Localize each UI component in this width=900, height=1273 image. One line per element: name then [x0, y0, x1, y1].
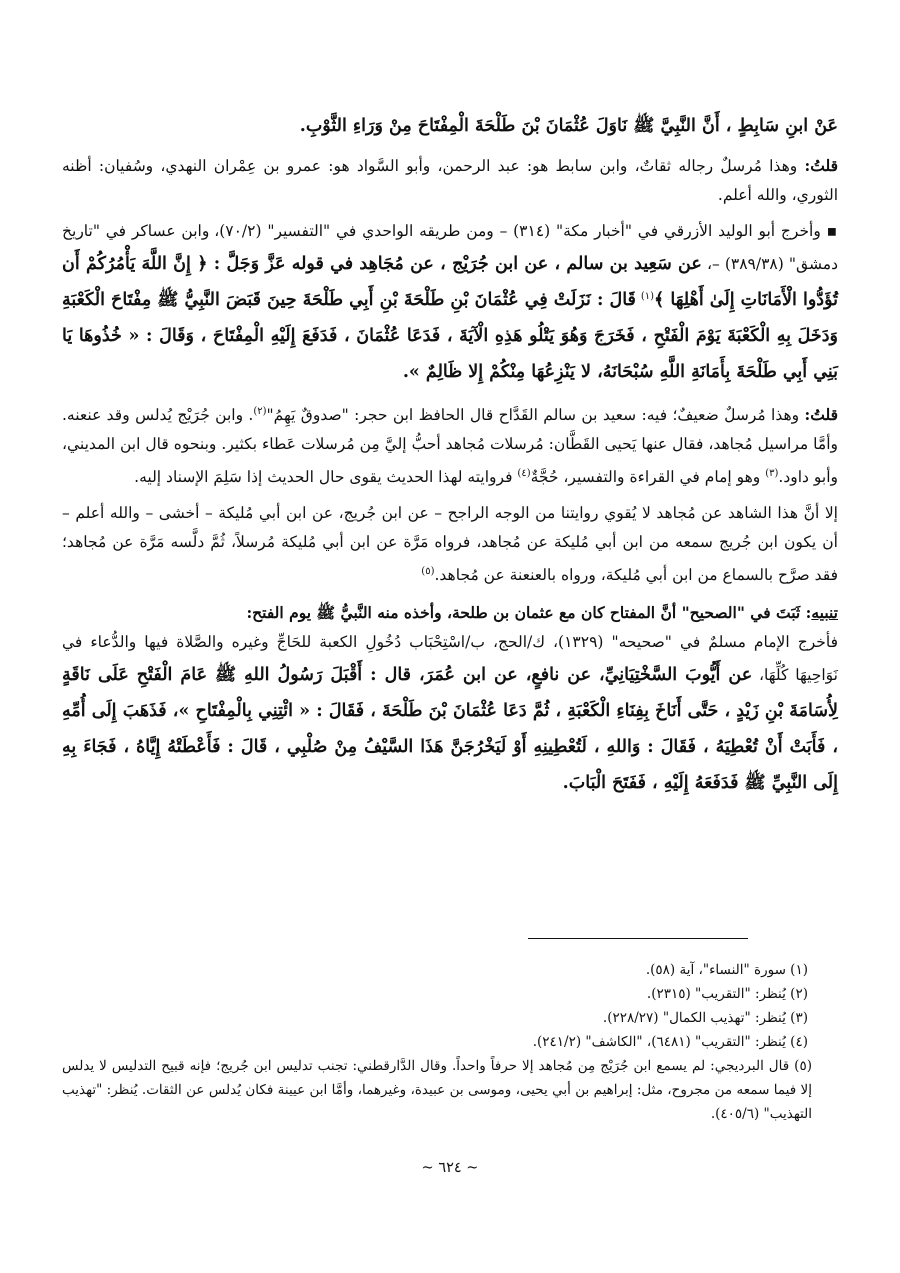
- hadith-text: قَالَ : نَزَلَتْ فِي عُثْمَانَ بْنِ طَلْحَةَ بْنِ أَبِي طَلْحَةَ حِينَ قَبَضَ النَّبِيُّ ﷺ مِفْتَاحَ الْكَعْبَةِ وَدَخَلَ بِهِ الْكَعْبَةَ يَوْمَ الْفَتْحِ ، فَخَرَجَ وَهُوَ يَتْلُو هَذِهِ الْآيَةَ ، فَدَعَا عُثْمَانَ ، فَدَفَعَ إِلَيْهِ الْمِفْتَاحَ ، وَقَالَ : « خُذُوهَا يَا بَنِي أَبِي طَلْحَةَ بِأَمَانَةِ اللَّهِ سُبْحَانَهُ، لا يَنْزِعُهَا مِنْكُمْ إِلا ظَالِمٌ ».: [62, 290, 838, 383]
- tanbih-note: [62, 598, 838, 628]
- hadith-text: عن سَعِيد بن سالم ، عن ابن جُرَيْج ، عن مُجَاهِد في قوله عَزَّ وَجَلَّ : ﴿ إِنَّ اللَّهَ يَأْمُرُكُمْ أَن تُؤَدُّوا الْأَمَانَاتِ إِلَىٰ أَهْلِهَا ﴾: [62, 254, 838, 311]
- paragraph: [62, 397, 838, 492]
- paragraph-text: فأخرج الإمام مسلمٌ في "صحيحه" (١٣٢٩)، ك/الحج، ب/اسْتِحْبَاب دُخُولِ الكعبة للحَاجِّ وغيره والصَّلاة فيها والدُّعاء في نَوَاحِيهَا كُلِّهَا،: [62, 632, 838, 684]
- qultu-label: قلتُ:: [804, 156, 838, 175]
- footnote-ref[interactable]: (٣): [765, 468, 779, 480]
- paragraph: [62, 217, 838, 390]
- footnotes: [62, 958, 838, 1126]
- paragraph: [62, 151, 838, 210]
- tanbih-label: تنبيه: [811, 602, 838, 622]
- footnote-divider: [528, 938, 748, 939]
- hadith-text: عن أَيُّوبَ السَّخْتِيَانِيِّ، عن نافعٍ، عن ابن عُمَرَ، قال : أَقْبَلَ رَسُولُ اللهِ ﷺ عَامَ الْفَتْحِ عَلَى نَاقَةٍ لِأُسَامَةَ بْنِ زَيْدٍ ، حَتَّى أَنَاخَ بِفِنَاءِ الْكَعْبَةِ ، ثُمَّ دَعَا عُثْمَانَ بْنَ طَلْحَةَ ، فَقَالَ : « ائْتِنِي بِالْمِفْتَاحِ »، فَذَهَبَ إِلَى أُمِّهِ ، فَأَبَتْ أَنْ تُعْطِيَهُ ، فَقَالَ : وَاللهِ ، لَتُعْطِينِهِ أَوْ لَيَخْرُجَنَّ هَذَا السَّيْفُ مِنْ صُلْبِي ، قَالَ : فَأَعْطَتْهُ إِيَّاهُ ، فَجَاءَ بِهِ إِلَى النَّبِيِّ ﷺ فَدَفَعَهُ إِلَيْهِ ، فَفَتَحَ الْبَابَ.: [62, 664, 838, 793]
- paragraph: [62, 628, 838, 801]
- paragraph: [62, 499, 838, 590]
- tanbih-text: : ثَبَتَ في "الصحيح" أنَّ المفتاح كان مع عثمان بن طلحة، وأخذه منه النَّبيُّ ﷺ يوم الفتح:: [246, 602, 812, 622]
- paragraph-text: . وابن جُرَيْج يُدلس وقد عنعنه. وأمَّا مراسيل مُجاهد، فقال عنها يَحيى القَطَّان: مُرسلات مُجاهد أحبُّ إليَّ مِن مُرسلات عَطاء بكثير. وبنحوه قال ابن المديني، وأبو داود.: [62, 406, 838, 487]
- footnote-ref[interactable]: (٥): [421, 566, 435, 578]
- footnote: (٢) يُنظر: "التقريب" (٢٣١٥).: [646, 986, 808, 1002]
- paragraph-text: إلا أنَّ هذا الشاهد عن مُجاهد لا يُقوي روايتنا من الوجه الراجح – عن ابن جُريج، عن ابن أبي مُليكة – أخشى – والله أعلم – أن يكون ابن جُريج سمعه من ابن أبي مُليكة عن مُجاهد، فرواه مَرَّة عن ابن أبي مُليكة مُرسلاً، ثُمَّ دلَّسه مَرَّة عن مُجاهد؛ فقد صرَّح بالسماع من ابن أبي مُليكة، ورواه بالعنعنة عن مُجاهد.: [62, 504, 838, 585]
- page-number: ~ ٦٢٤ ~: [421, 1160, 479, 1176]
- qultu-label: قلتُ:: [804, 405, 838, 425]
- footnote-ref[interactable]: (٢): [253, 406, 267, 418]
- main-text: [62, 108, 838, 801]
- footnote: (٣) يُنظر: "تهذيب الكمال" (٢٢٨/٢٧).: [602, 1010, 808, 1026]
- footnote: (٥) قال البرديجي: لم يسمع ابن جُرَيْج مِن مُجاهد إلا حرفاً واحداً. وقال الدَّارقطني: تجنب تدليس ابن جُريج؛ فإنه قبيح التدليس لا يدلس إلا فيما سمعه من مجروح، مثل: إبراهيم بن أبي يحيى، وموسى بن عبيدة، وغيرهما، وأمَّا ابن عيينة فكان يُدلس عن الثقات. يُنظر: "تهذيب التهذيب" (٤٠٥/٦).: [62, 1058, 812, 1122]
- paragraph-text: وهو إمام في القراءة والتفسير، حُجَّةٌ: [530, 468, 761, 487]
- footnote: (١) سورة "النساء"، آية (٥٨).: [645, 962, 808, 978]
- footnote: (٤) يُنظر: "التقريب" (٦٤٨١)، "الكاشف" (٢٤١/٢).: [532, 1034, 808, 1050]
- footnote-ref[interactable]: (١): [640, 291, 655, 302]
- paragraph-text: وهذا مُرسلٌ رجاله ثقاتٌ، وابن سابط هو: عبد الرحمن، وأبو السَّواد هو: عمرو بن عِمْران النهدي، وسُفيان: أظنه الثوري، والله أعلم.: [62, 157, 838, 204]
- footnote-ref[interactable]: (٤): [517, 468, 531, 480]
- hadith-text: عَنْ ابنِ سَابِطٍ ، أَنَّ النَّبِيَّ ﷺ نَاوَلَ عُثْمَانَ بْنَ طَلْحَةَ الْمِفْتَاحَ مِنْ وَرَاءِ الثَّوْبِ.: [299, 116, 838, 136]
- paragraph-text: وهذا مُرسلٌ ضعيفٌ؛ فيه: سعيد بن سالم القَدَّاح قال الحافظ ابن حجر: "صدوقٌ يَهِمُ": [266, 406, 800, 425]
- paragraph-text: فروايته لهذا الحديث يقوى حال الحديث إذا سَلِمَ الإسناد إليه.: [134, 468, 513, 487]
- paragraph-text: ▪ وأخرج أبو الوليد الأزرقي في "أخبار مكة" (٣١٤) – ومن طريقه الواحدي في "التفسير" (٧٠/٢)، وابن عساكر في "تاريخ دمشق" (٣٨٩/٣٨) –،: [62, 222, 839, 273]
